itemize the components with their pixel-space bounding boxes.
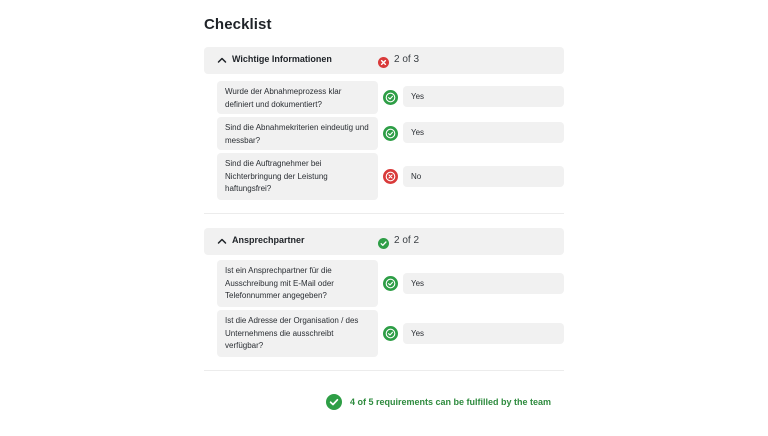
chevron-up-icon[interactable] bbox=[216, 235, 228, 247]
section-header-ansprechpartner[interactable] bbox=[204, 228, 564, 255]
question-card: Wurde der Abnahmeprozess klar definiert und dokumentiert? bbox=[217, 81, 378, 114]
section-header-wichtige-informationen[interactable] bbox=[204, 47, 564, 74]
section-count: 2 of 2 bbox=[394, 235, 420, 246]
check-circle-icon bbox=[383, 90, 398, 105]
question-card: Ist ein Ansprechpartner für die Ausschreibung mit E-Mail oder Telefonnummer angegeben? bbox=[217, 260, 378, 307]
fail-status-icon bbox=[378, 55, 389, 66]
check-circle-icon bbox=[383, 326, 398, 341]
pass-status-icon bbox=[378, 236, 389, 247]
chevron-up-icon[interactable] bbox=[216, 54, 228, 66]
check-circle-icon bbox=[326, 394, 342, 410]
check-circle-icon bbox=[383, 126, 398, 141]
answer-field[interactable]: No bbox=[403, 166, 564, 187]
question-card: Sind die Auftragnehmer bei Nichterbringung der Leistung haftungsfrei? bbox=[217, 153, 378, 200]
answer-field[interactable]: Yes bbox=[403, 273, 564, 294]
summary-message: 4 of 5 requirements can be fulfilled by the team bbox=[350, 397, 552, 407]
x-circle-icon bbox=[383, 169, 398, 184]
check-circle-icon bbox=[383, 276, 398, 291]
question-card: Sind die Abnahmekriterien eindeutig und messbar? bbox=[217, 117, 378, 150]
section-name: Ansprechpartner bbox=[232, 235, 305, 245]
section-count: 2 of 3 bbox=[394, 54, 420, 65]
question-card: Ist die Adresse der Organisation / des Unternehmens die ausschreibt verfügbar? bbox=[217, 310, 378, 357]
summary-divider bbox=[204, 370, 564, 371]
answer-field[interactable]: Yes bbox=[403, 323, 564, 344]
answer-field[interactable]: Yes bbox=[403, 122, 564, 143]
page-title: Checklist bbox=[204, 16, 272, 33]
answer-field[interactable]: Yes bbox=[403, 86, 564, 107]
section-divider bbox=[204, 213, 564, 214]
section-name: Wichtige Informationen bbox=[232, 54, 332, 64]
